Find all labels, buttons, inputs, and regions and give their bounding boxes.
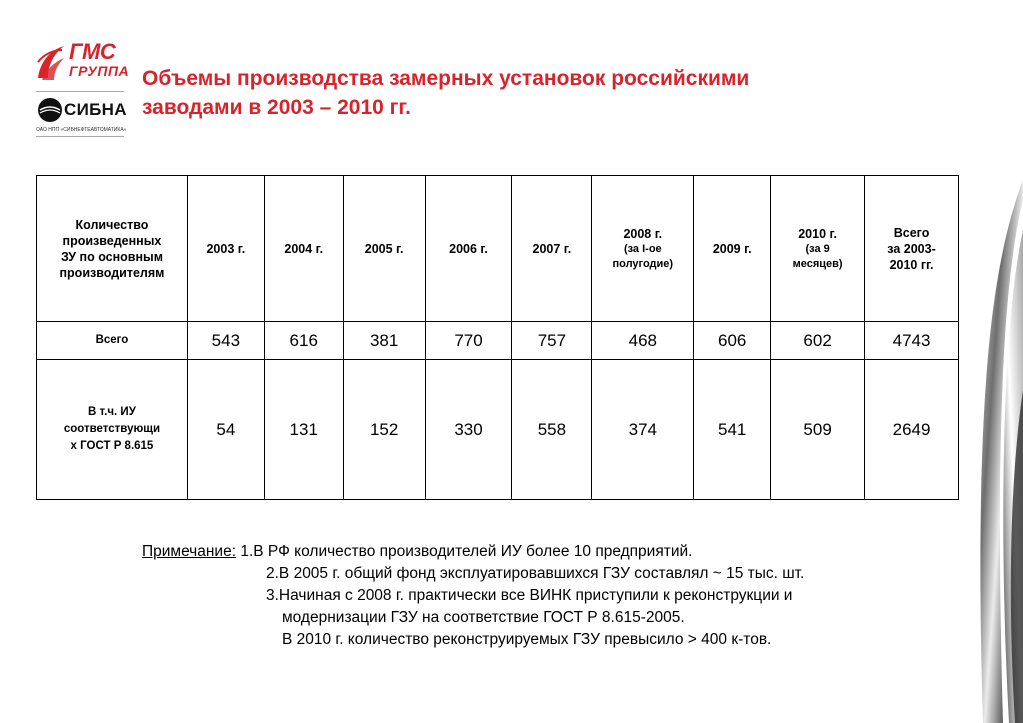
note-label: Примечание: bbox=[142, 543, 237, 560]
header-label-line: ЗУ по основным bbox=[60, 249, 163, 264]
table-row bbox=[37, 360, 959, 500]
header-label-cell bbox=[37, 176, 188, 322]
header-total-line: за 2003- bbox=[887, 241, 936, 256]
header-year-2006: 2006 г. bbox=[425, 176, 512, 322]
row-label-line: х ГОСТ Р 8.615 bbox=[70, 440, 154, 452]
header-total-line: Всего bbox=[893, 225, 930, 240]
table-cell: 616 bbox=[264, 322, 343, 360]
table-cell: 2649 bbox=[865, 360, 959, 500]
gms-swirl-icon bbox=[36, 42, 66, 82]
title-line-1: Объемы производства замерных установок российскими bbox=[142, 67, 750, 90]
sibna-logo-subtext: ОАО НПП «СИБНЕФТЕАВТОМАТИКА» bbox=[36, 127, 127, 133]
table-cell: 381 bbox=[343, 322, 425, 360]
table-cell: 330 bbox=[425, 360, 512, 500]
header-year-2004: 2004 г. bbox=[264, 176, 343, 322]
header-year-subtext: полугодие) bbox=[612, 257, 674, 270]
sibna-logo bbox=[36, 96, 128, 136]
row-label-gost bbox=[37, 360, 188, 500]
header-year-2003: 2003 г. bbox=[187, 176, 264, 322]
header-year-text: 2008 г. bbox=[623, 226, 663, 241]
title-line-2: заводами в 2003 – 2010 гг. bbox=[142, 96, 411, 119]
header-year-subtext: (за 9 bbox=[805, 242, 830, 255]
header-label-line: произведенных bbox=[62, 233, 162, 248]
header-year-2008 bbox=[592, 176, 694, 322]
table-cell: 543 bbox=[187, 322, 264, 360]
table-cell: 4743 bbox=[865, 322, 959, 360]
header-year-2007: 2007 г. bbox=[512, 176, 592, 322]
table-cell: 54 bbox=[187, 360, 264, 500]
sibna-logo-text: СИБНА bbox=[64, 100, 127, 119]
table-row bbox=[37, 322, 959, 360]
table-cell: 509 bbox=[771, 360, 865, 500]
logo-divider-bottom bbox=[36, 136, 124, 137]
gms-logo-text: ГМС bbox=[69, 39, 116, 64]
table-cell: 770 bbox=[425, 322, 512, 360]
note-line-2: 2.В 2005 г. общий фонд эксплуатировавшихся ГЗУ составлял ~ 15 тыс. шт. bbox=[266, 565, 805, 582]
header-label-line: Количество bbox=[75, 217, 149, 232]
table-header-row bbox=[37, 176, 959, 322]
table-cell: 374 bbox=[592, 360, 694, 500]
table-cell: 131 bbox=[264, 360, 343, 500]
header-year-subtext: месяцев) bbox=[792, 257, 843, 270]
row-label-line: В т.ч. ИУ bbox=[88, 406, 136, 418]
note-line-4: модернизации ГЗУ на соответствие ГОСТ Р 8.615-2005. bbox=[282, 609, 685, 626]
table-cell: 152 bbox=[343, 360, 425, 500]
table-cell: 468 bbox=[592, 322, 694, 360]
header-year-text: 2010 г. bbox=[798, 226, 837, 241]
header-year-subtext: (за I-ое bbox=[623, 242, 662, 255]
page-title bbox=[142, 64, 942, 122]
note-text: 1.В РФ количество производителей ИУ более 10 предприятий. bbox=[236, 543, 693, 560]
table-cell: 558 bbox=[512, 360, 592, 500]
header-total-line: 2010 гг. bbox=[889, 257, 934, 272]
table-cell: 757 bbox=[512, 322, 592, 360]
note-line-1 bbox=[142, 541, 692, 563]
header-year-2009: 2009 г. bbox=[694, 176, 771, 322]
table-cell: 602 bbox=[771, 322, 865, 360]
sibna-globe-icon bbox=[36, 96, 64, 124]
header-year-2010 bbox=[771, 176, 865, 322]
note-line-3: 3.Начиная с 2008 г. практически все ВИНК приступили к реконструкции и bbox=[266, 587, 793, 604]
note-line-5: В 2010 г. количество реконструируемых ГЗУ превысило > 400 к-тов. bbox=[282, 631, 772, 648]
production-table bbox=[36, 175, 959, 500]
header-label-line: производителям bbox=[59, 265, 165, 280]
gms-logo-subtext: ГРУППА bbox=[69, 63, 130, 79]
gms-logo bbox=[36, 39, 130, 82]
table-cell: 606 bbox=[694, 322, 771, 360]
header-year-2005: 2005 г. bbox=[343, 176, 425, 322]
row-label-total: Всего bbox=[37, 322, 188, 360]
header-total bbox=[865, 176, 959, 322]
logo-divider bbox=[36, 91, 124, 92]
row-label-line: соответствующи bbox=[63, 423, 161, 435]
table-cell: 541 bbox=[694, 360, 771, 500]
